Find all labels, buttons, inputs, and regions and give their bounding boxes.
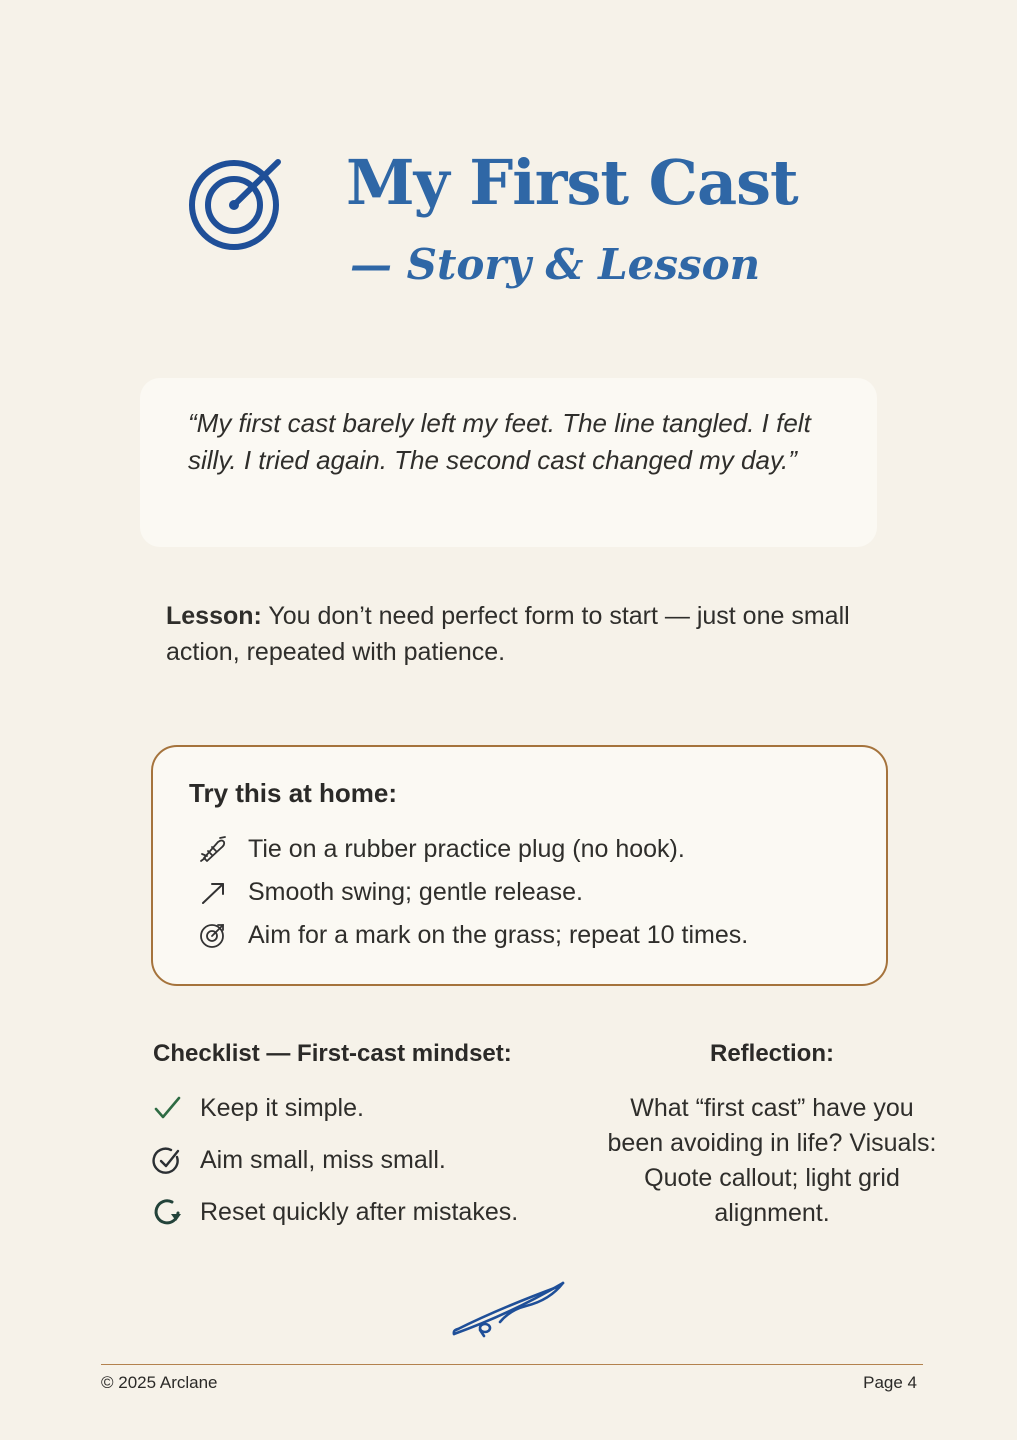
footer-copyright: © 2025 Arclane <box>101 1373 218 1392</box>
lesson-label: Lesson: <box>166 602 262 630</box>
fishing-lure-icon <box>196 832 230 866</box>
page-number: Page 4 <box>863 1373 917 1392</box>
checkmark-icon <box>150 1091 184 1125</box>
list-item <box>196 831 685 867</box>
quote-text: “My first cast barely left my feet. The line tangled. I felt silly. I tried again. The second cast changed my day.” <box>188 408 811 475</box>
list-item <box>196 874 583 910</box>
fishing-rod-icon <box>450 1278 568 1342</box>
list-item <box>196 917 748 953</box>
list-item-text: Aim for a mark on the grass; repeat 10 times. <box>248 920 749 949</box>
checklist-title: Checklist — First-cast mindset: <box>153 1040 512 1067</box>
lesson-paragraph <box>166 598 866 670</box>
try-this-title: Try this at home: <box>189 778 398 808</box>
list-item-text: Smooth swing; gentle release. <box>248 877 583 906</box>
arrow-up-right-icon <box>196 875 230 909</box>
checklist-item <box>150 1090 364 1126</box>
checklist-item-text: Aim small, miss small. <box>200 1145 446 1174</box>
list-item-text: Tie on a rubber practice plug (no hook). <box>248 834 685 863</box>
checklist-item-text: Reset quickly after mistakes. <box>200 1197 519 1226</box>
target-check-icon <box>150 1143 184 1177</box>
checklist-item-text: Keep it simple. <box>200 1093 364 1122</box>
refresh-icon <box>150 1195 184 1229</box>
quote-callout <box>140 378 877 547</box>
page-title: My First Cast <box>346 146 798 219</box>
target-arrow-icon <box>186 154 284 252</box>
checklist-item <box>150 1142 446 1178</box>
lesson-text: You don’t need perfect form to start — just one small action, repeated with patience. <box>166 602 850 666</box>
target-icon <box>196 918 230 952</box>
checklist-item <box>150 1194 518 1230</box>
footer-divider <box>101 1364 923 1365</box>
reflection-title: Reflection: <box>709 1040 834 1067</box>
page-subtitle: — Story & Lesson <box>350 240 761 289</box>
reflection-text: What “first cast” have you been avoiding in life? Visuals: Quote callout; light grid alignment. <box>607 1094 937 1227</box>
